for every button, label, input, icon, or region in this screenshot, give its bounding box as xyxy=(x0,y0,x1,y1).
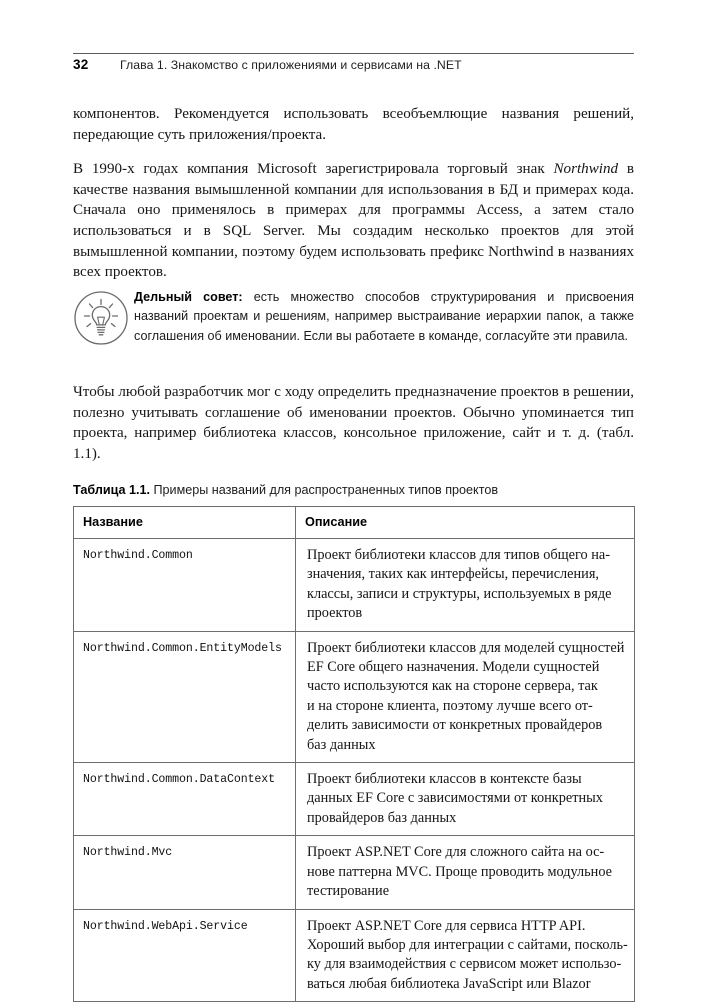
cell-project-description xyxy=(296,909,635,1002)
desc-line: Хороший выбор для интеграции с сайтами, посколь- xyxy=(307,936,628,953)
desc-line: классы, записи и структуры, используемых в ряде xyxy=(307,585,612,602)
desc-line: провайдеров баз данных xyxy=(307,809,457,826)
table-caption-label: Таблица 1.1. xyxy=(73,483,150,497)
desc-line: делить зависимости от конкретных провайдеров xyxy=(307,717,603,734)
desc-line: Проект библиотеки классов для моделей сущностей xyxy=(307,639,625,656)
paragraph-2 xyxy=(73,159,634,283)
cell-project-description xyxy=(296,631,635,762)
cell-project-description xyxy=(296,836,635,909)
cell-project-name: Northwind.WebApi.Service xyxy=(74,909,296,1002)
column-header-description: Описание xyxy=(296,507,635,539)
chapter-title: Глава 1. Знакомство с приложениями и сервисами на .NET xyxy=(120,58,462,72)
cell-project-name: Northwind.Common.EntityModels xyxy=(74,631,296,762)
desc-line: тестирование xyxy=(307,883,390,900)
table-caption xyxy=(73,482,634,499)
table-row xyxy=(74,539,635,632)
callout-body-text: есть множество способов структурирования и присвоения названий проектам и решениям, например выстраивание иерархии папок, а также соглашения об именовании. Если вы работаете в команде, согласуйте эти правила. xyxy=(134,290,634,343)
desc-line: значения, таких как интерфейсы, перечисления, xyxy=(307,566,599,583)
lightbulb-icon xyxy=(73,290,129,346)
paragraph-3: Чтобы любой разработчик мог с ходу определить предназначение проектов в решении, полезно учитывать соглашение об именовании проектов. Обычно упоминается тип проекта, например библиотека классов, консольное приложение, сайт и т. д. (табл. 1.1). xyxy=(73,384,634,462)
cell-project-name: Northwind.Mvc xyxy=(74,836,296,909)
desc-line: баз данных xyxy=(307,736,376,753)
header-rule xyxy=(73,53,634,54)
cell-project-description xyxy=(296,763,635,836)
table-row xyxy=(74,763,635,836)
cell-project-description xyxy=(296,539,635,632)
table-body xyxy=(74,539,635,1002)
paragraph-spacer xyxy=(73,150,634,159)
cell-project-name: Northwind.Common xyxy=(74,539,296,632)
callout-text xyxy=(134,288,634,346)
desc-line: Проект библиотеки классов для типов общего на- xyxy=(307,547,611,563)
callout-lead-label: Дельный совет: xyxy=(134,290,243,304)
desc-line: ваться любая библиотека JavaScript или Blazor xyxy=(307,975,591,992)
desc-line: ку для взаимодействия с сервисом может использо- xyxy=(307,956,622,973)
paragraph-2-text-before: В 1990-х годах компания Microsoft зарегистрировала торговый знак xyxy=(73,161,554,178)
desc-line: часто используются как на стороне сервера, так xyxy=(307,678,598,695)
running-head xyxy=(73,57,634,72)
project-names-table xyxy=(73,506,635,1002)
paragraph-1: компонентов. Рекомендуется использовать всеобъемлющие названия решений, передающие суть приложения/проекта. xyxy=(73,106,634,143)
desc-line: проектов xyxy=(307,605,363,622)
body-content-bottom xyxy=(73,382,634,464)
table-row xyxy=(74,836,635,909)
desc-line: данных EF Core с зависимостями от конкретных xyxy=(307,790,603,807)
column-header-name: Название xyxy=(74,507,296,539)
desc-line: Проект ASP.NET Core для сервиса HTTP API. xyxy=(307,917,586,934)
page-number: 32 xyxy=(73,57,89,72)
paragraph-2-text-after: в качестве названия вымышленной компании для использования в БД и примерах кода. Сначала оно применялось в примерах для программы Access, а затем стало использоваться и в SQL Server. Мы создадим несколько проектов для этой вымышленной компании, поэтому будем использовать префикс Northwind в названиях всех проектов. xyxy=(73,161,634,281)
desc-line: Проект ASP.NET Core для сложного сайта на ос- xyxy=(307,844,605,861)
table-row xyxy=(74,909,635,1002)
trademark-northwind: Northwind xyxy=(553,161,619,178)
table-header-row xyxy=(74,507,635,539)
body-content-top xyxy=(73,104,634,283)
table-head xyxy=(74,507,635,539)
desc-line: EF Core общего назначения. Модели сущностей xyxy=(307,659,600,676)
table-caption-text: Примеры названий для распространенных типов проектов xyxy=(150,483,499,497)
table-row xyxy=(74,631,635,762)
desc-line: нове паттерна MVC. Проще проводить модульное xyxy=(307,863,613,880)
desc-line: и на стороне клиента, поэтому лучше всего от- xyxy=(307,697,593,714)
desc-line: Проект библиотеки классов в контексте базы xyxy=(307,771,582,788)
tip-callout xyxy=(73,288,634,346)
cell-project-name: Northwind.Common.DataContext xyxy=(74,763,296,836)
